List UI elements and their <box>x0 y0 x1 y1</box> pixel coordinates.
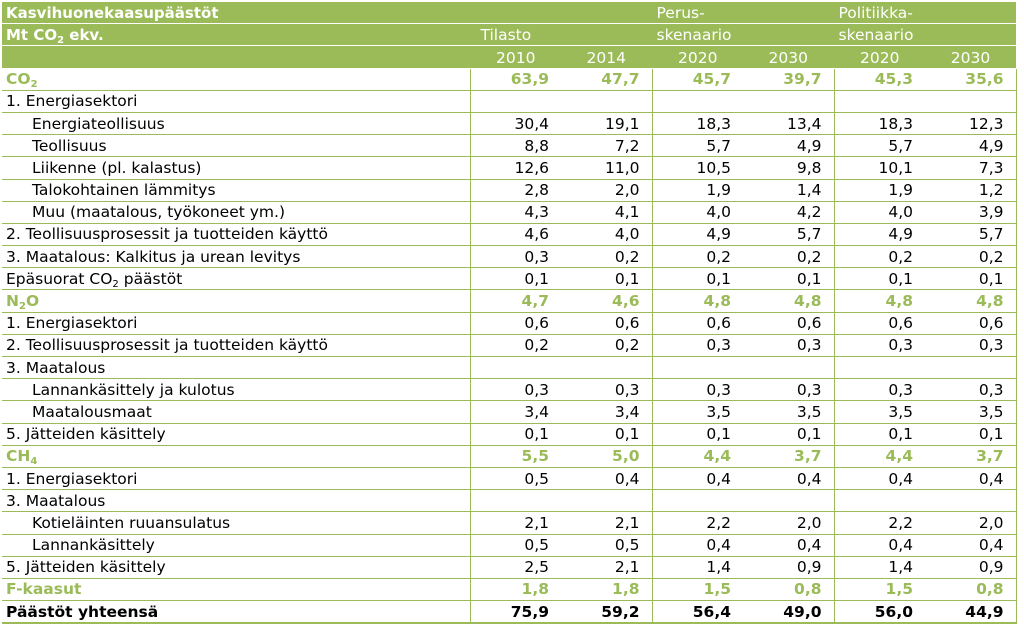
table-title: Kasvihuonekaasupäästöt <box>2 2 470 24</box>
value-cell: 4,1 <box>561 201 652 223</box>
row-label: Teollisuus <box>2 135 470 157</box>
value-cell: 0,4 <box>834 467 925 489</box>
value-cell: 1,9 <box>834 179 925 201</box>
value-cell: 0,4 <box>834 534 925 556</box>
row-label: 2. Teollisuusprosessit ja tuotteiden käyttö <box>2 223 470 245</box>
table-row <box>2 179 1016 201</box>
value-cell: 13,4 <box>743 112 834 134</box>
value-cell: 2,2 <box>652 512 743 534</box>
value-cell: 4,8 <box>743 290 834 312</box>
value-cell: 0,1 <box>925 268 1016 290</box>
value-cell: 3,5 <box>743 401 834 423</box>
value-cell <box>652 490 743 512</box>
value-cell: 10,1 <box>834 157 925 179</box>
value-cell: 7,2 <box>561 135 652 157</box>
value-cell: 11,0 <box>561 157 652 179</box>
value-cell: 0,8 <box>925 578 1016 600</box>
value-cell: 47,7 <box>561 68 652 90</box>
value-cell: 49,0 <box>743 601 834 624</box>
value-cell: 0,3 <box>743 379 834 401</box>
year-header: 2030 <box>743 46 834 68</box>
value-cell: 0,1 <box>652 423 743 445</box>
value-cell: 0,6 <box>561 312 652 334</box>
value-cell: 5,0 <box>561 445 652 467</box>
row-label: F-kaasut <box>2 578 470 600</box>
value-cell: 3,4 <box>561 401 652 423</box>
table-row <box>2 157 1016 179</box>
value-cell: 3,5 <box>652 401 743 423</box>
value-cell: 4,9 <box>834 223 925 245</box>
value-cell: 3,5 <box>834 401 925 423</box>
row-label: $CH_4$ <box>2 445 470 467</box>
value-cell: 0,6 <box>652 312 743 334</box>
value-cell: 2,0 <box>925 512 1016 534</box>
year-header: 2030 <box>925 46 1016 68</box>
table-row <box>2 534 1016 556</box>
row-label: Kotieläinten ruuansulatus <box>2 512 470 534</box>
value-cell <box>925 357 1016 379</box>
value-cell: 4,3 <box>470 201 561 223</box>
value-cell: 0,5 <box>470 467 561 489</box>
value-cell: 0,9 <box>925 556 1016 578</box>
total-row <box>2 601 1016 624</box>
table-row <box>2 357 1016 379</box>
group-header-tilasto: Tilasto <box>470 24 652 46</box>
value-cell <box>834 357 925 379</box>
row-label: Epäsuorat $CO_2$ päästöt <box>2 268 470 290</box>
value-cell: 3,9 <box>925 201 1016 223</box>
value-cell: 0,3 <box>470 246 561 268</box>
value-cell: 45,7 <box>652 68 743 90</box>
table-row <box>2 135 1016 157</box>
value-cell <box>743 490 834 512</box>
row-label: Lannankäsittely <box>2 534 470 556</box>
value-cell: 12,3 <box>925 112 1016 134</box>
value-cell: 4,4 <box>652 445 743 467</box>
row-label: Liikenne (pl. kalastus) <box>2 157 470 179</box>
value-cell: 59,2 <box>561 601 652 624</box>
value-cell: 56,4 <box>652 601 743 624</box>
value-cell: 0,1 <box>470 268 561 290</box>
value-cell <box>470 90 561 112</box>
value-cell: 1,4 <box>652 556 743 578</box>
value-cell: 3,7 <box>925 445 1016 467</box>
value-cell: 0,3 <box>925 334 1016 356</box>
table-row <box>2 512 1016 534</box>
gas-subtotal-row <box>2 445 1016 467</box>
value-cell: 5,7 <box>743 223 834 245</box>
emissions-table-container <box>2 2 1022 621</box>
value-cell <box>743 357 834 379</box>
value-cell: 0,1 <box>652 268 743 290</box>
value-cell: 0,1 <box>925 423 1016 445</box>
value-cell: 19,1 <box>561 112 652 134</box>
value-cell: 0,1 <box>561 423 652 445</box>
value-cell: 0,1 <box>561 268 652 290</box>
value-cell: 4,6 <box>561 290 652 312</box>
value-cell: 5,5 <box>470 445 561 467</box>
value-cell: 0,3 <box>834 379 925 401</box>
value-cell: 0,4 <box>925 467 1016 489</box>
value-cell: 2,8 <box>470 179 561 201</box>
value-cell: 9,8 <box>743 157 834 179</box>
value-cell: 0,4 <box>743 467 834 489</box>
table-row <box>2 423 1016 445</box>
value-cell: 0,9 <box>743 556 834 578</box>
value-cell <box>652 357 743 379</box>
value-cell: 0,5 <box>470 534 561 556</box>
header-row-title <box>2 2 1016 24</box>
value-cell <box>925 490 1016 512</box>
value-cell: 63,9 <box>470 68 561 90</box>
value-cell: 0,6 <box>743 312 834 334</box>
row-label: 1. Energiasektori <box>2 467 470 489</box>
value-cell: 1,2 <box>925 179 1016 201</box>
value-cell <box>834 490 925 512</box>
value-cell: 0,1 <box>743 268 834 290</box>
value-cell: 0,6 <box>470 312 561 334</box>
value-cell: 2,1 <box>561 556 652 578</box>
value-cell: 39,7 <box>743 68 834 90</box>
value-cell: 0,2 <box>561 334 652 356</box>
value-cell: 0,1 <box>743 423 834 445</box>
value-cell: 45,3 <box>834 68 925 90</box>
value-cell: 0,6 <box>834 312 925 334</box>
value-cell: 5,7 <box>834 135 925 157</box>
row-label: $CO_2$ <box>2 68 470 90</box>
value-cell <box>561 490 652 512</box>
value-cell: 0,2 <box>834 246 925 268</box>
value-cell: 3,5 <box>925 401 1016 423</box>
table-row <box>2 379 1016 401</box>
value-cell: 4,0 <box>834 201 925 223</box>
value-cell <box>561 357 652 379</box>
row-label: 3. Maatalous <box>2 490 470 512</box>
value-cell: 0,3 <box>743 334 834 356</box>
row-label: $N_2O$ <box>2 290 470 312</box>
value-cell: 2,0 <box>743 512 834 534</box>
table-row <box>2 334 1016 356</box>
value-cell: 0,2 <box>743 246 834 268</box>
value-cell: 7,3 <box>925 157 1016 179</box>
table-row <box>2 312 1016 334</box>
value-cell: 30,4 <box>470 112 561 134</box>
value-cell: 3,4 <box>470 401 561 423</box>
row-label: Päästöt yhteensä <box>2 601 470 624</box>
value-cell: 0,4 <box>561 467 652 489</box>
gas-subtotal-row <box>2 290 1016 312</box>
table-row <box>2 490 1016 512</box>
value-cell: 4,9 <box>652 223 743 245</box>
value-cell: 0,2 <box>561 246 652 268</box>
value-cell <box>561 90 652 112</box>
value-cell <box>743 90 834 112</box>
value-cell: 4,8 <box>834 290 925 312</box>
year-header: 2010 <box>470 46 561 68</box>
value-cell: 0,6 <box>925 312 1016 334</box>
value-cell: 4,2 <box>743 201 834 223</box>
value-cell: 12,6 <box>470 157 561 179</box>
value-cell: 4,8 <box>652 290 743 312</box>
value-cell: 0,1 <box>834 268 925 290</box>
value-cell <box>834 90 925 112</box>
value-cell: 2,0 <box>561 179 652 201</box>
value-cell: 0,2 <box>652 246 743 268</box>
value-cell: 5,7 <box>925 223 1016 245</box>
gas-subtotal-row <box>2 578 1016 600</box>
table-row <box>2 90 1016 112</box>
row-label: Muu (maatalous, työkoneet ym.) <box>2 201 470 223</box>
value-cell: 4,6 <box>470 223 561 245</box>
value-cell: 0,3 <box>561 379 652 401</box>
value-cell: 18,3 <box>652 112 743 134</box>
row-label: Lannankäsittely ja kulotus <box>2 379 470 401</box>
row-label: 2. Teollisuusprosessit ja tuotteiden käyttö <box>2 334 470 356</box>
value-cell: 4,8 <box>925 290 1016 312</box>
value-cell: 75,9 <box>470 601 561 624</box>
value-cell: 56,0 <box>834 601 925 624</box>
emissions-table <box>2 2 1017 624</box>
value-cell: 0,4 <box>743 534 834 556</box>
group-header-politiikka-line2: skenaario <box>834 24 1016 46</box>
row-label: 1. Energiasektori <box>2 90 470 112</box>
value-cell: 0,3 <box>470 379 561 401</box>
value-cell: 0,1 <box>470 423 561 445</box>
value-cell: 0,3 <box>652 334 743 356</box>
value-cell: 1,8 <box>561 578 652 600</box>
value-cell: 4,9 <box>743 135 834 157</box>
value-cell <box>470 490 561 512</box>
value-cell: 0,3 <box>925 379 1016 401</box>
value-cell: 18,3 <box>834 112 925 134</box>
value-cell: 0,3 <box>834 334 925 356</box>
group-header-perus-line2: skenaario <box>652 24 834 46</box>
value-cell: 1,4 <box>834 556 925 578</box>
value-cell: 2,1 <box>470 512 561 534</box>
value-cell: 0,5 <box>561 534 652 556</box>
value-cell: 1,8 <box>470 578 561 600</box>
header-cell-blank <box>2 46 470 68</box>
table-row <box>2 268 1016 290</box>
table-row <box>2 556 1016 578</box>
table-row <box>2 246 1016 268</box>
value-cell: 44,9 <box>925 601 1016 624</box>
row-label: 1. Energiasektori <box>2 312 470 334</box>
table-row <box>2 223 1016 245</box>
row-label: Talokohtainen lämmitys <box>2 179 470 201</box>
year-header: 2020 <box>834 46 925 68</box>
value-cell: 0,4 <box>652 467 743 489</box>
header-row-unit <box>2 24 1016 46</box>
row-label: 3. Maatalous <box>2 357 470 379</box>
value-cell: 0,1 <box>834 423 925 445</box>
value-cell: 4,7 <box>470 290 561 312</box>
value-cell: 0,2 <box>925 246 1016 268</box>
gas-subtotal-row <box>2 68 1016 90</box>
value-cell: 4,9 <box>925 135 1016 157</box>
unit-label: Mt $CO_2$ ekv. <box>2 24 470 46</box>
value-cell: 4,4 <box>834 445 925 467</box>
row-label: Energiateollisuus <box>2 112 470 134</box>
table-row <box>2 112 1016 134</box>
value-cell: 0,4 <box>925 534 1016 556</box>
value-cell: 2,5 <box>470 556 561 578</box>
year-header: 2020 <box>652 46 743 68</box>
value-cell: 2,1 <box>561 512 652 534</box>
value-cell: 1,5 <box>652 578 743 600</box>
value-cell: 1,5 <box>834 578 925 600</box>
value-cell: 1,4 <box>743 179 834 201</box>
value-cell <box>925 90 1016 112</box>
value-cell: 0,3 <box>652 379 743 401</box>
group-header-perus-line1: Perus- <box>652 2 834 24</box>
value-cell: 0,4 <box>652 534 743 556</box>
value-cell: 3,7 <box>743 445 834 467</box>
table-row <box>2 467 1016 489</box>
value-cell: 4,0 <box>652 201 743 223</box>
year-header: 2014 <box>561 46 652 68</box>
value-cell: 2,2 <box>834 512 925 534</box>
header-row-years <box>2 46 1016 68</box>
value-cell: 1,9 <box>652 179 743 201</box>
value-cell: 5,7 <box>652 135 743 157</box>
value-cell: 4,0 <box>561 223 652 245</box>
row-label: Maatalousmaat <box>2 401 470 423</box>
value-cell: 35,6 <box>925 68 1016 90</box>
value-cell: 10,5 <box>652 157 743 179</box>
value-cell: 8,8 <box>470 135 561 157</box>
value-cell <box>652 90 743 112</box>
row-label: 5. Jätteiden käsittely <box>2 423 470 445</box>
header-cell-blank <box>470 2 652 24</box>
value-cell: 0,8 <box>743 578 834 600</box>
value-cell <box>470 357 561 379</box>
table-row <box>2 201 1016 223</box>
value-cell: 0,2 <box>470 334 561 356</box>
group-header-politiikka-line1: Politiikka- <box>834 2 1016 24</box>
table-row <box>2 401 1016 423</box>
row-label: 3. Maatalous: Kalkitus ja urean levitys <box>2 246 470 268</box>
row-label: 5. Jätteiden käsittely <box>2 556 470 578</box>
